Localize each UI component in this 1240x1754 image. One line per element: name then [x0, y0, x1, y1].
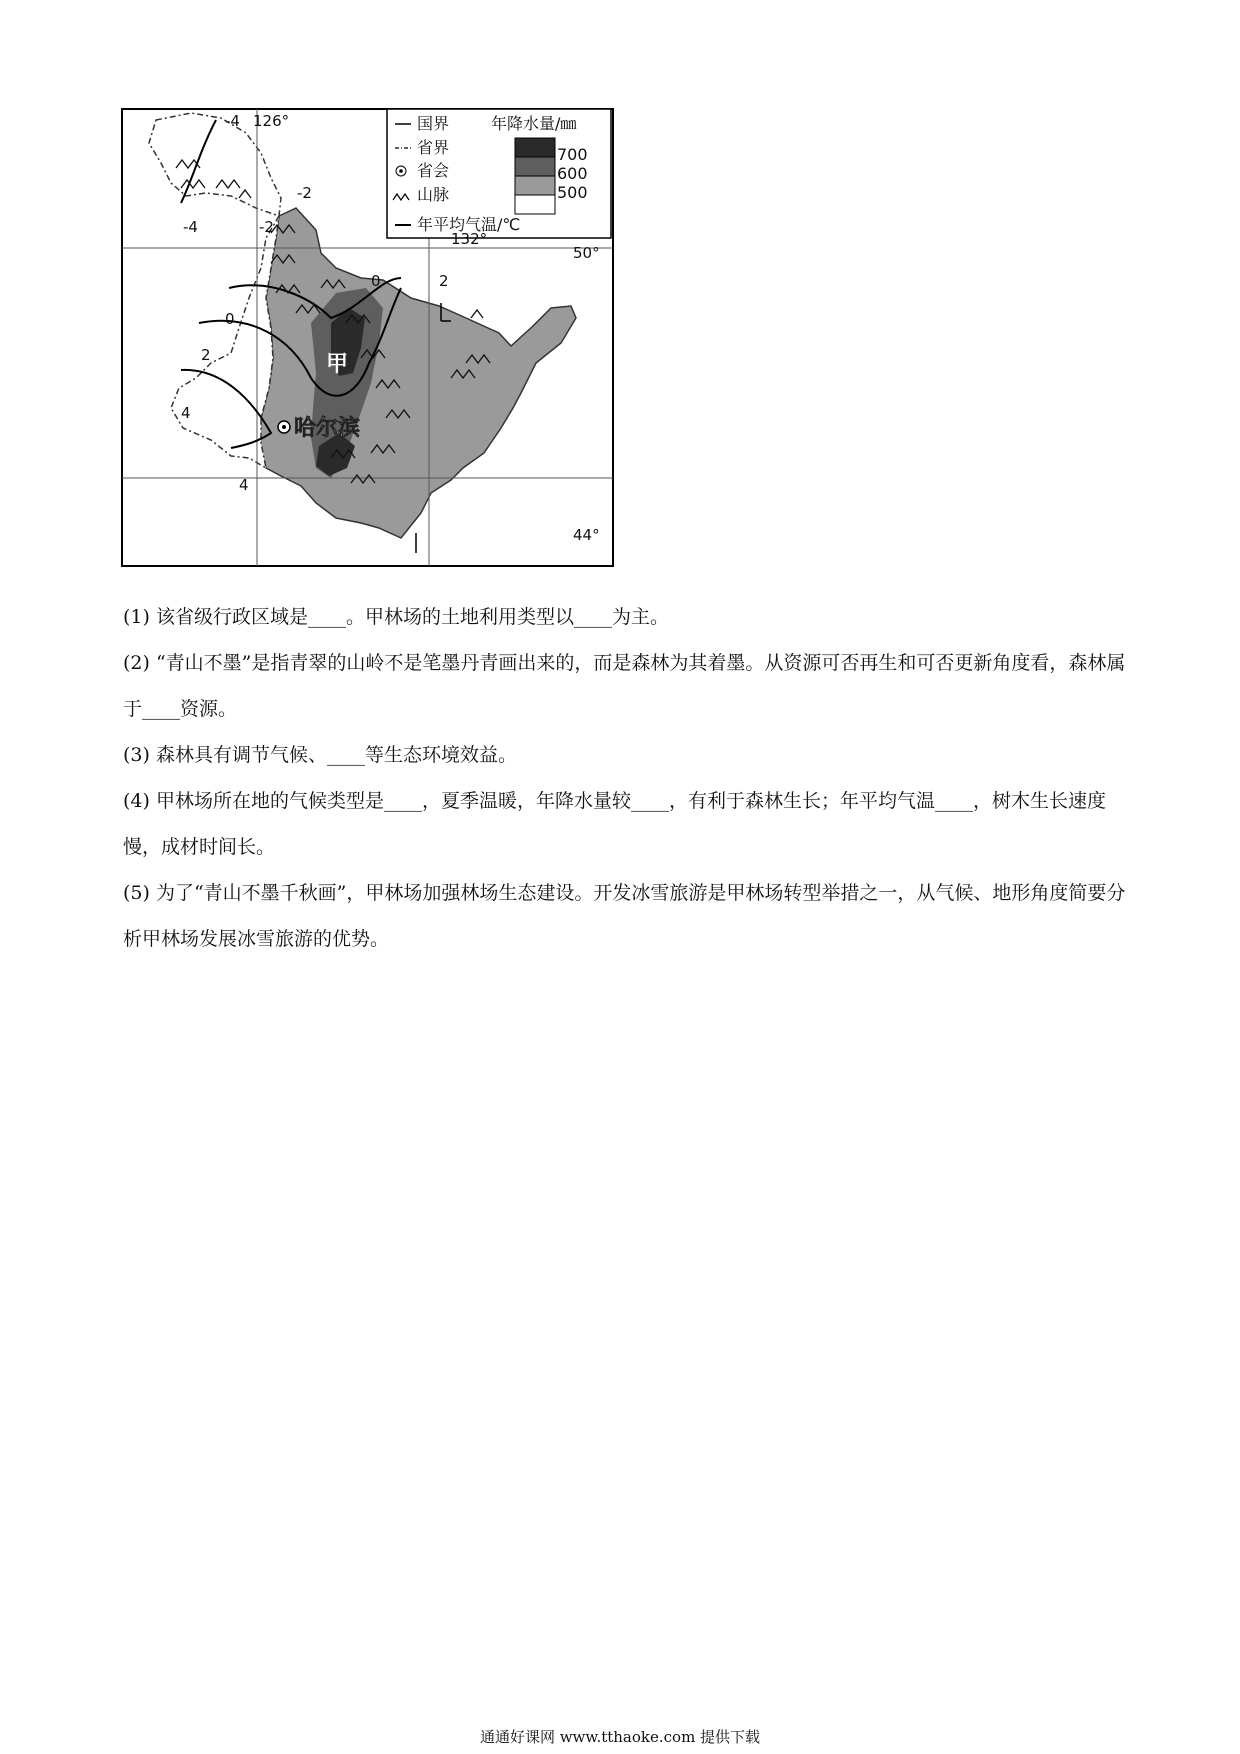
- isotherm-label: 0: [225, 310, 235, 328]
- isotherm-label: 2: [439, 272, 449, 290]
- isotherm-label: -4: [183, 218, 198, 236]
- isotherm-label: -2: [297, 184, 312, 202]
- forest-label: 甲: [326, 351, 349, 377]
- isotherm-label: 2: [201, 346, 211, 364]
- page-footer: 通通好课网 www.tthaoke.com 提供下载: [479, 1728, 761, 1746]
- legend-isotherm: 年平均气温/℃: [417, 215, 521, 234]
- legend-mountain: 山脉: [417, 185, 450, 204]
- isotherm-label: 0: [371, 272, 381, 290]
- lon-126-label: 126°: [253, 112, 290, 130]
- lat-44-label: 44°: [573, 526, 600, 544]
- question-list: [123, 594, 1133, 962]
- legend-precip-500: 500: [557, 183, 588, 202]
- lat-50-label: 50°: [573, 244, 600, 262]
- legend-precip-600: 600: [557, 164, 588, 183]
- legend-precip-title: 年降水量/㎜: [491, 114, 577, 133]
- question-4: (4) 甲林场所在地的气候类型是____，夏季温暖，年降水量较____，有利于森林生长；年平均气温____，树木生长速度慢，成材时间长。: [123, 790, 1106, 858]
- isotherm-label: -2: [259, 218, 274, 236]
- isotherm-label: -4: [225, 112, 240, 130]
- question-1: (1) 该省级行政区域是____。甲林场的土地利用类型以____为主。: [123, 606, 669, 628]
- lon-132-label: 132°: [451, 230, 488, 248]
- legend-national-border: 国界: [417, 114, 450, 133]
- question-2: (2) “青山不墨”是指青翠的山岭不是笔墨丹青画出来的，而是森林为其着墨。从资源可否再生和可否更新角度看，森林属于____资源。: [123, 652, 1126, 720]
- question-5: (5) 为了“青山不墨千秋画”，甲林场加强林场生态建设。开发冰雪旅游是甲林场转型举措之一，从气候、地形角度简要分析甲林场发展冰雪旅游的优势。: [123, 882, 1126, 950]
- question-3: (3) 森林具有调节气候、____等生态环境效益。: [123, 744, 517, 766]
- section-mark: I: [411, 570, 412, 571]
- precipitation-temperature-map: [121, 108, 615, 571]
- legend-precip-700: 700: [557, 145, 588, 164]
- legend-capital: 省会: [417, 161, 450, 180]
- isotherm-label: 4: [239, 476, 249, 494]
- legend-province-border: 省界: [417, 138, 450, 157]
- capital-label: 哈尔滨: [294, 415, 361, 441]
- isotherm-label: 4: [181, 404, 191, 422]
